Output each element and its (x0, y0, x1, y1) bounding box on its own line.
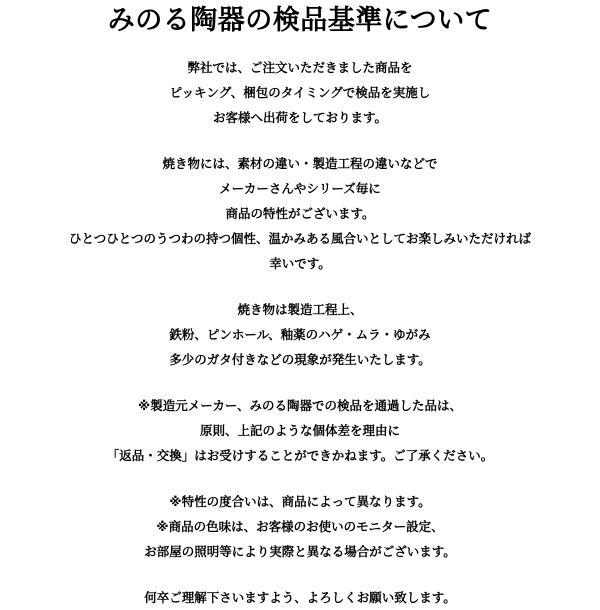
text-line: お部屋の照明等により実際と異なる場合がございます。 (144, 544, 456, 559)
paragraph-gap (0, 372, 600, 393)
text-line: ピッキング、梱包のタイミングで検品を実施し (169, 85, 431, 100)
text-line: ※製造元メーカー、みのる陶器での検品を通過した品は、 (138, 398, 462, 413)
paragraph-characteristics (0, 151, 600, 276)
paragraph-intro (0, 55, 600, 130)
paragraph-gap (0, 564, 600, 585)
text-line: 焼き物は製造工程上、 (237, 302, 363, 317)
page-title: みのる陶器の検品基準について (107, 5, 493, 36)
text-line: ※特性の度合いは、商品によって異なります。 (169, 494, 431, 509)
text-line: メーカーさんやシリーズ毎に (219, 181, 381, 196)
text-line: 「返品・交換」はお受けすることができかねます。ご了承ください。 (106, 448, 494, 463)
text-line: 弊社では、ご注文いただきました商品を (187, 60, 413, 75)
text-line: 鉄粉、ピンホール、釉薬のハゲ・ムラ・ゆがみ (169, 327, 431, 342)
text-line: 原則、上記のような個体差を理由に (199, 423, 400, 438)
paragraph-phenomena (0, 297, 600, 372)
paragraph-gap (0, 276, 600, 297)
text-line: お客様へ出荷をしております。 (212, 110, 387, 125)
text-line: 多少のガタ付きなどの現象が発生いたします。 (169, 352, 431, 367)
paragraph-returns (0, 393, 600, 468)
paragraph-notes (0, 489, 600, 564)
text-line: ひとつひとつのうつわの持つ個性、温かみある風合いとしてお楽しみいただければ (68, 231, 531, 246)
policy-body (0, 55, 600, 610)
paragraph-closing (0, 585, 600, 610)
text-line: ※商品の色味は、お客様のお使いのモニター設定、 (156, 519, 444, 534)
text-line: 何卒ご理解下さいますよう、よろしくお願い致します。 (144, 590, 456, 605)
paragraph-gap (0, 130, 600, 151)
text-line: 幸いです。 (269, 256, 331, 271)
text-line: 商品の特性がございます。 (225, 206, 375, 221)
paragraph-gap (0, 468, 600, 489)
text-line: 焼き物には、素材の違い・製造工程の違いなどで (162, 156, 438, 171)
